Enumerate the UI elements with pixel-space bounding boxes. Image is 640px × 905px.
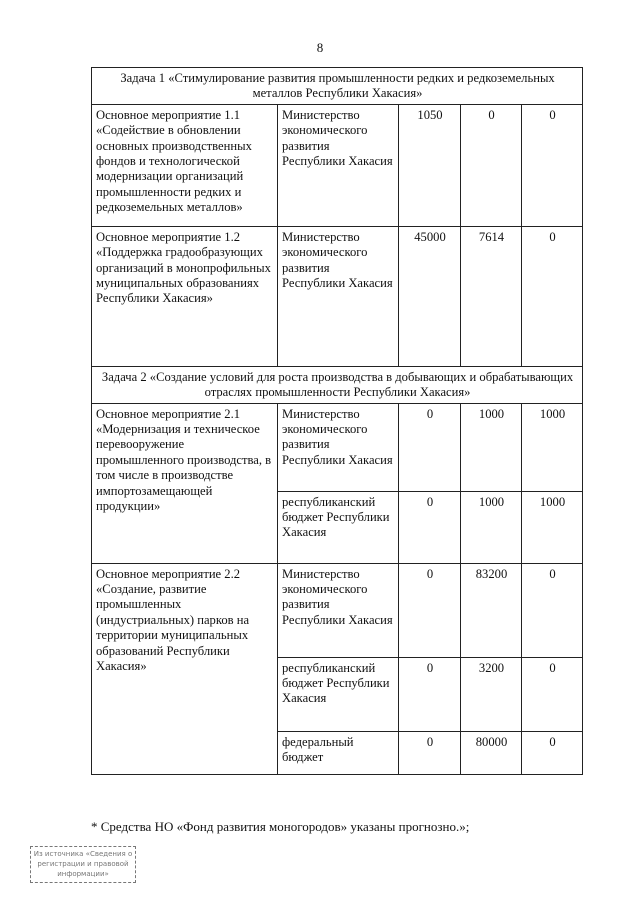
task-title: Задача 1 «Стимулирование развития промышленности редких и редкоземельных металлов Республики Хакасия» <box>92 68 583 105</box>
funding-source: Министерство экономического развития Республики Хакасия <box>278 563 399 657</box>
funding-source: республиканский бюджет Республики Хакасия <box>278 657 399 731</box>
value-cell: 0 <box>399 657 461 731</box>
funding-source: Министерство экономического развития Республики Хакасия <box>278 403 399 491</box>
stamp-line: информации» <box>57 870 109 878</box>
table-row <box>92 563 583 657</box>
value-cell: 1000 <box>461 403 522 491</box>
registration-stamp <box>30 846 136 883</box>
value-cell: 80000 <box>461 731 522 774</box>
task-title: Задача 2 «Создание условий для роста производства в добывающих и обрабатывающих отраслях промышленности Республики Хакасия» <box>92 366 583 403</box>
measure-name: Основное мероприятие 1.1 «Содействие в обновлении основных производственных фондов и технологической модернизации организаций промышленности редких и редкоземельных металлов» <box>92 104 278 226</box>
table-row <box>92 226 583 366</box>
value-cell: 7614 <box>461 226 522 366</box>
value-cell: 0 <box>399 731 461 774</box>
funding-source: федеральный бюджет <box>278 731 399 774</box>
value-cell: 0 <box>522 226 583 366</box>
value-cell: 0 <box>399 403 461 491</box>
value-cell: 1050 <box>399 104 461 226</box>
funding-source: республиканский бюджет Республики Хакасия <box>278 491 399 563</box>
program-table <box>91 67 583 775</box>
footnote: * Средства НО «Фонд развития моногородов» указаны прогнозно.»; <box>91 819 470 834</box>
measure-name: Основное мероприятие 1.2 «Поддержка градообразующих организаций в монопрофильных муниципальных образованиях Республики Хакасия» <box>92 226 278 366</box>
value-cell: 0 <box>522 104 583 226</box>
funding-source: Министерство экономического развития Республики Хакасия <box>278 104 399 226</box>
value-cell: 0 <box>399 491 461 563</box>
table-row <box>92 403 583 491</box>
measure-name: Основное мероприятие 2.1 «Модернизация и техническое перевооружение промышленного производства, в том числе в производстве импортозамещающей продукции» <box>92 403 278 563</box>
value-cell: 0 <box>399 563 461 657</box>
value-cell: 0 <box>522 657 583 731</box>
page-number: 8 <box>316 40 324 55</box>
value-cell: 3200 <box>461 657 522 731</box>
stamp-line: регистрации и правовой <box>37 860 129 868</box>
value-cell: 0 <box>461 104 522 226</box>
value-cell: 1000 <box>461 491 522 563</box>
measure-name: Основное мероприятие 2.2 «Создание, развитие промышленных (индустриальных) парков на территории муниципальных образований Республики Хакасия» <box>92 563 278 774</box>
task-row-1 <box>92 68 583 105</box>
value-cell: 1000 <box>522 403 583 491</box>
value-cell: 45000 <box>399 226 461 366</box>
table-row <box>92 104 583 226</box>
value-cell: 83200 <box>461 563 522 657</box>
value-cell: 0 <box>522 731 583 774</box>
value-cell: 0 <box>522 563 583 657</box>
funding-source: Министерство экономического развития Республики Хакасия <box>278 226 399 366</box>
stamp-line: Из источника «Сведения о <box>33 850 133 858</box>
task-row-2 <box>92 366 583 403</box>
value-cell: 1000 <box>522 491 583 563</box>
